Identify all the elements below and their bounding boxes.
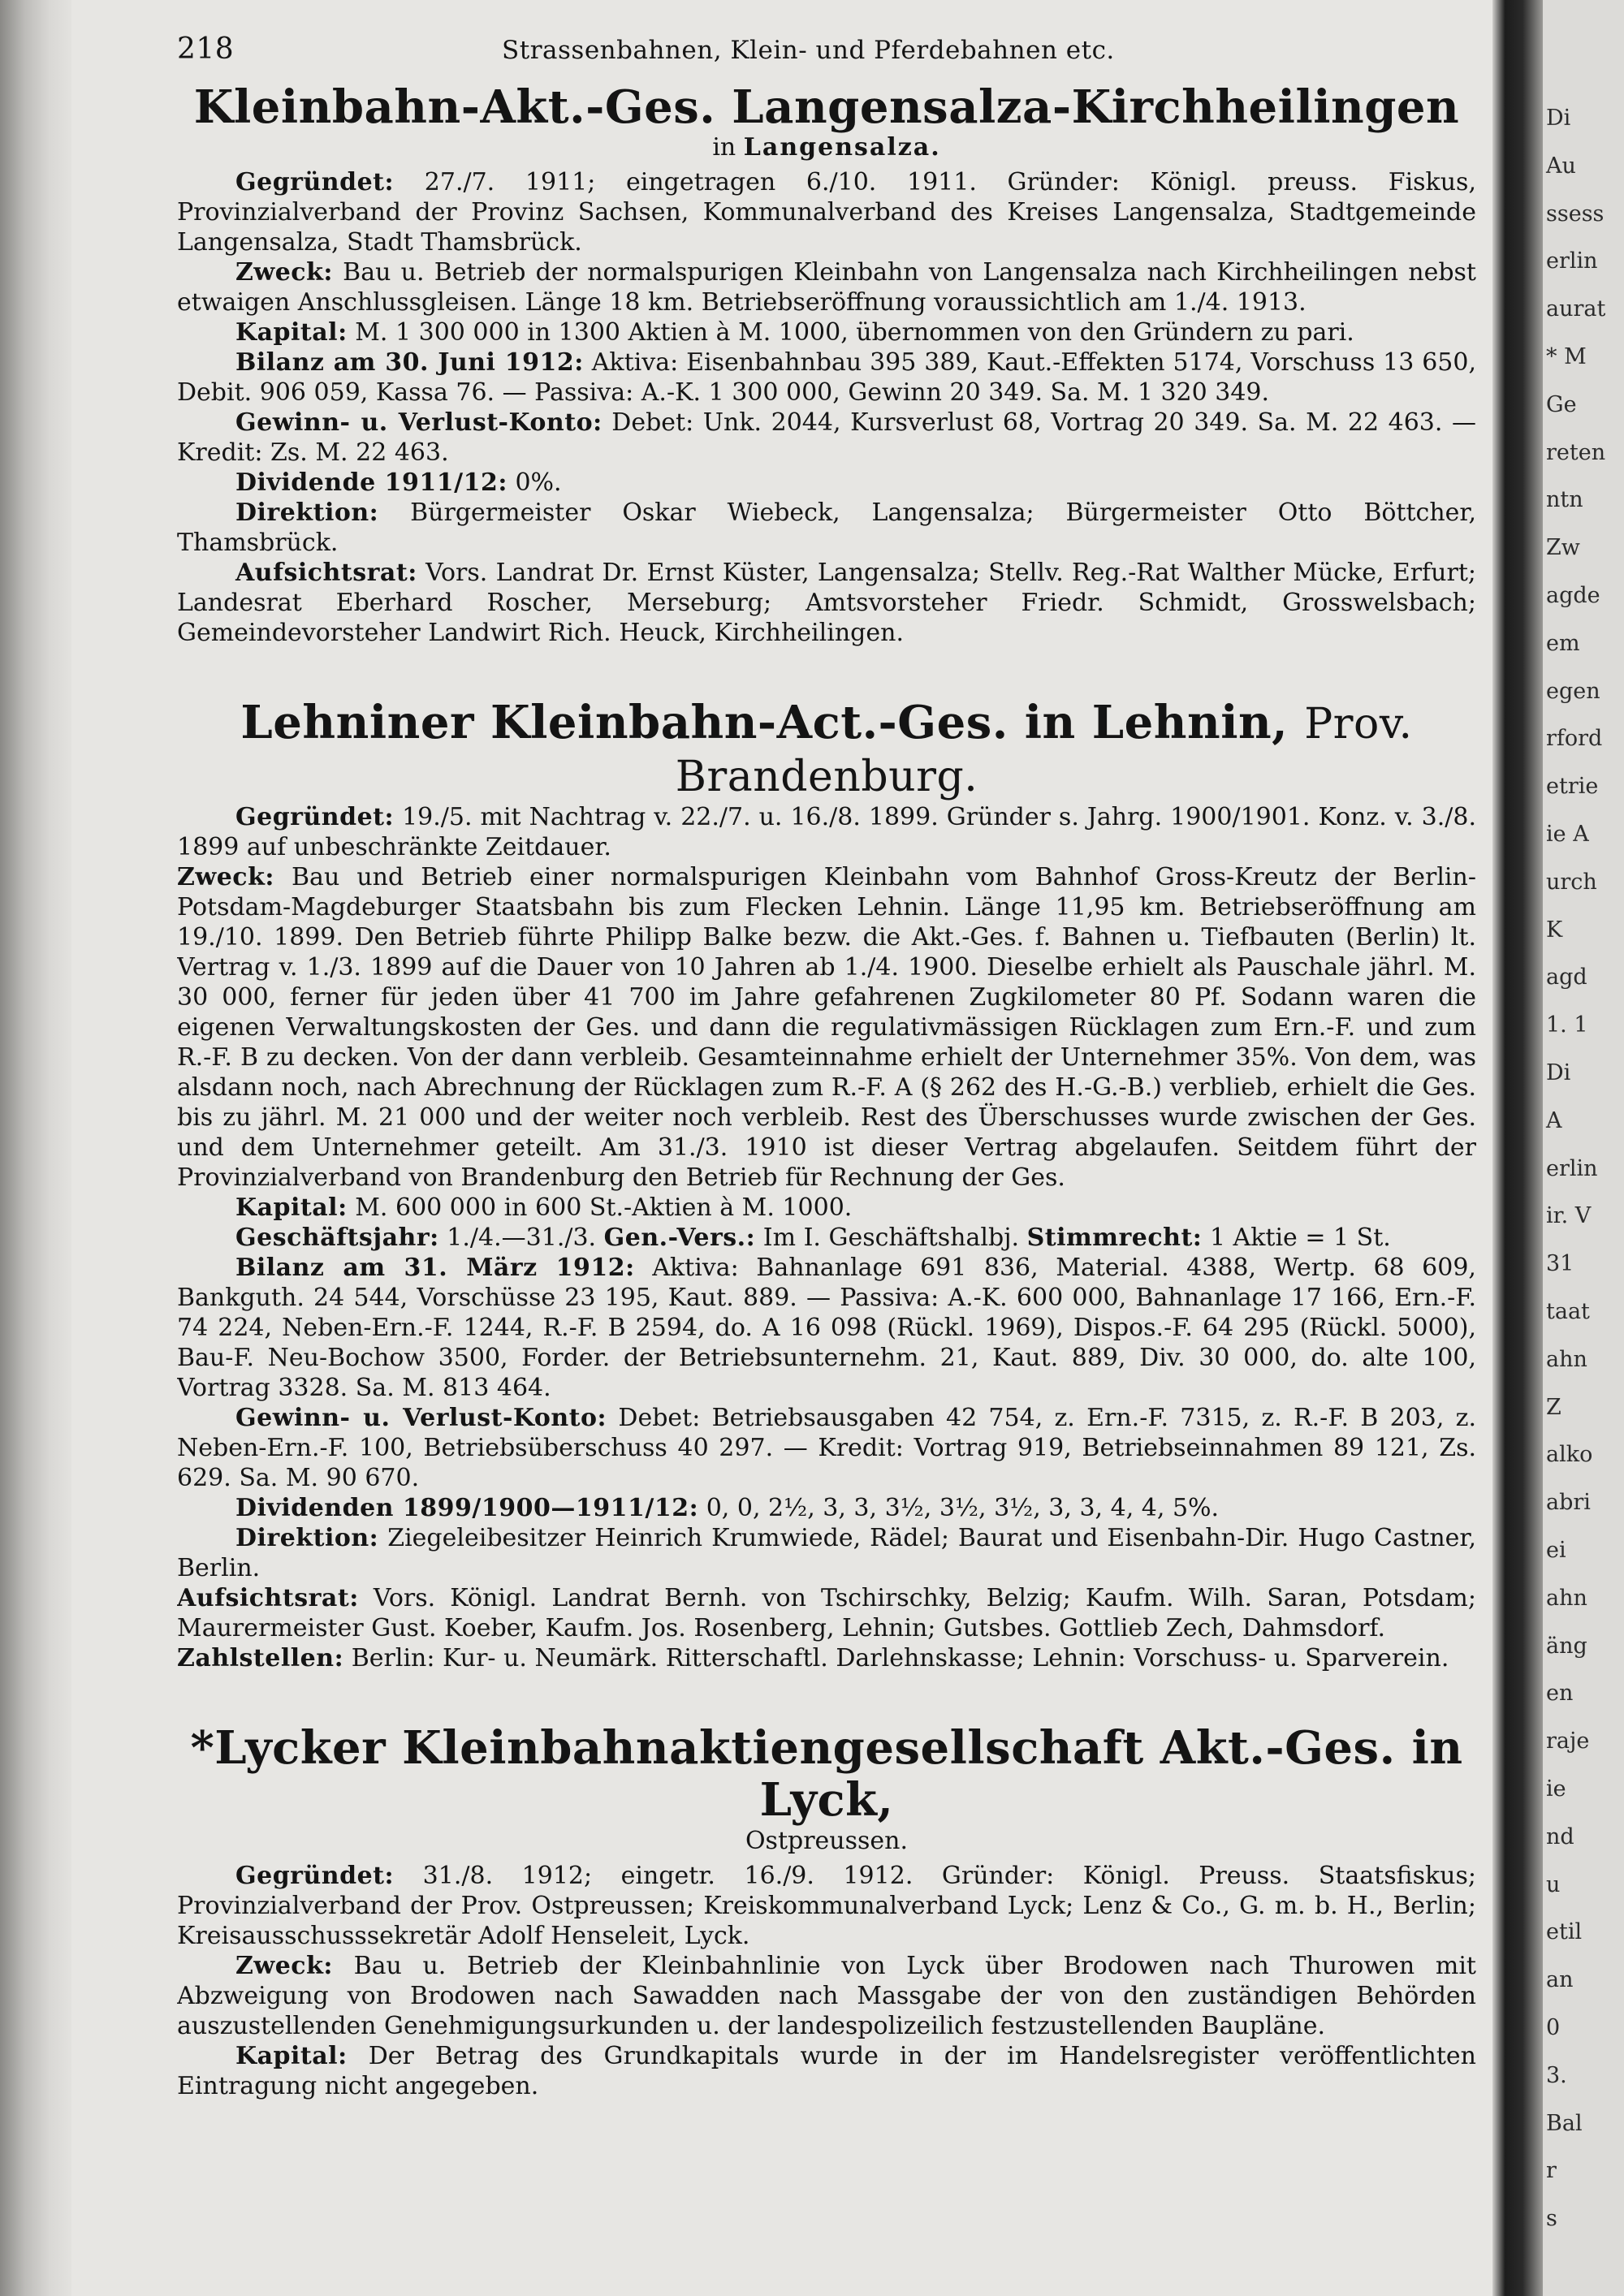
- adjacent-page-fragment: agd: [1546, 965, 1587, 990]
- adjacent-page-fragment: ahn: [1546, 1586, 1587, 1611]
- entry-lehniner-kleinbahn: [177, 697, 1476, 1673]
- adjacent-page-fragment: Zw: [1546, 535, 1580, 560]
- adjacent-page-fragment: ssess: [1546, 201, 1605, 227]
- adjacent-page-fragment: Au: [1546, 153, 1576, 179]
- adjacent-page-fragment: * M: [1546, 344, 1587, 369]
- entry-title: Kleinbahn-Akt.-Ges. Langensalza-Kirchheilingen: [193, 80, 1460, 134]
- adjacent-page-fragment: Di: [1546, 106, 1571, 131]
- adjacent-page-fragment: agde: [1546, 583, 1600, 608]
- adjacent-page-fragment: u: [1546, 1872, 1561, 1897]
- adjacent-page-fragment: r: [1546, 2158, 1557, 2183]
- adjacent-page-fragment: alko: [1546, 1442, 1593, 1467]
- adjacent-page-fragment: ie: [1546, 1776, 1566, 1802]
- section-dividende: Dividende 1911/12: 0%.: [235, 468, 562, 498]
- adjacent-page-fragment: Ge: [1546, 392, 1577, 417]
- entry-location: Ostpreussen.: [745, 1826, 909, 1855]
- adjacent-page-fragment: rford: [1546, 726, 1603, 751]
- adjacent-page-fragment: ei: [1546, 1538, 1566, 1563]
- section-direktion: Direktion: Bürgermeister Oskar Wiebeck, Langensalza; Bürgermeister Otto Böttcher, Thamsbrück.: [177, 498, 1476, 558]
- adjacent-page-fragment: A: [1546, 1108, 1562, 1133]
- adjacent-page-fragment: an: [1546, 1967, 1574, 1992]
- section-zweck: Zweck: Bau u. Betrieb der normalspurigen Kleinbahn von Langensalza nach Kirchheilingen nebst etwaigen Anschlussgleisen. Länge 18 km. Betriebseröffnung voraussichtlich am 1./4. 1913.: [177, 258, 1476, 317]
- section-aufsichtsrat: Aufsichtsrat: Vors. Landrat Dr. Ernst Küster, Langensalza; Stellv. Reg.-Rat Walther Mücke, Erfurt; Landesrat Eberhard Roscher, Merseburg; Amtsvorsteher Friedr. Schmidt, Grosswelsbach; Gemeindevorsteher Landwirt Rich. Heuck, Kirchheilingen.: [177, 559, 1476, 648]
- entry-title: Lehniner Kleinbahn-Act.-Ges. in Lehnin, Prov. Brandenburg.: [240, 696, 1413, 802]
- entry-location: [177, 133, 1476, 162]
- adjacent-page-fragment: 31: [1546, 1251, 1574, 1276]
- section-kapital: Kapital: Der Betrag des Grundkapitals wurde in der im Handelsregister veröffentlichten Eintragung nicht angegeben.: [177, 2041, 1476, 2100]
- section-bilanz: Bilanz am 30. Juni 1912: Aktiva: Eisenbahnbau 395 389, Kaut.-Effekten 5174, Vorschuss 13 650, Debit. 906 059, Kassa 76. — Passiva: A.-K. 1 300 000, Gewinn 20 349. Sa. M. 1 320 349.: [177, 348, 1476, 408]
- adjacent-page-fragment: aurat: [1546, 296, 1606, 322]
- section-bilanz: Bilanz am 31. März 1912: Aktiva: Bahnanlage 691 836, Material. 4388, Wertp. 68 609, Bankguth. 24 544, Vorschüsse 23 195, Kaut. 889. — Passiva: A.-K. 600 000, Bahnanlage 17 166, Ern.-F. 74 224, Neben-Ern.-F. 1244, R.-F. B 2594, do. A 16 098 (Rückl. 1969), Dispos.-F. 64 295 (Rückl. 5000), Bau-F. Neu-Bochow 3500, Forder. der Betriebsunternehm. 21, Kaut. 889, Div. 30 000, do. alte 100, Vortrag 3328. Sa. M. 813 464.: [177, 1253, 1476, 1402]
- page-number: 218: [177, 32, 235, 66]
- section-dividenden: Dividenden 1899/1900—1911/12: 0, 0, 2½, 3, 3, 3½, 3½, 3½, 3, 3, 4, 4, 5%.: [235, 1493, 1220, 1522]
- adjacent-page-fragment: 3.: [1546, 2063, 1567, 2088]
- adjacent-page-fragment: Di: [1546, 1060, 1571, 1085]
- entry-title-suffix: Prov. Brandenburg.: [675, 700, 1413, 802]
- section-gegruendet: Gegründet: 19./5. mit Nachtrag v. 22./7. u. 16./8. 1899. Gründer s. Jahrg. 1900/1901. Konz. v. 3./8. 1899 auf unbeschränkte Zeitdauer.: [177, 802, 1476, 861]
- section-zweck: Zweck: Bau u. Betrieb der Kleinbahnlinie von Lyck über Brodowen nach Thurowen mit Abzweigung von Brodowen nach Sawadden nach Massgabe der von den zuständigen Behörden auszustellenden Genehmigungsurkunden u. der landespolizeilich festzustellenden Baupläne.: [177, 1951, 1476, 2040]
- section-aufsichtsrat: Aufsichtsrat: Vors. Königl. Landrat Bernh. von Tschirschky, Belzig; Kaufm. Wilh. Saran, Potsdam; Maurermeister Gust. Koeber, Kaufm. Jos. Rosenberg, Lehnin; Gutsbes. Gottlieb Zech, Dahmsdorf.: [177, 1583, 1476, 1642]
- adjacent-page-fragment: K: [1546, 917, 1563, 943]
- adjacent-page-fragment: etil: [1546, 1919, 1583, 1944]
- adjacent-page-fragment: nd: [1546, 1824, 1574, 1849]
- page-gutter-shadow: [1492, 0, 1543, 2296]
- adjacent-page-fragment: taat: [1546, 1299, 1590, 1324]
- location-name: Langensalza.: [743, 133, 941, 162]
- adjacent-page-fragment: raje: [1546, 1728, 1590, 1754]
- entry-separator: [177, 1673, 1476, 1722]
- adjacent-page-fragment: erlin: [1546, 1156, 1598, 1181]
- section-zahlstellen: Zahlstellen: Berlin: Kur- u. Neumärk. Ritterschaftl. Darlehnskasse; Lehnin: Vorschuss- u. Sparverein.: [177, 1643, 1449, 1672]
- section-zweck: Zweck: Bau und Betrieb einer normalspurigen Kleinbahn vom Bahnhof Gross-Kreutz der Berlin-Potsdam-Magdeburger Staatsbahn bis zum Flecken Lehnin. Länge 11,95 km. Betriebseröffnung am 19./10. 1899. Den Betrieb führte Philipp Balke bezw. die Akt.-Ges. f. Bahnen u. Tiefbauten (Berlin) lt. Vertrag v. 1./3. 1899 auf die Dauer von 10 Jahren ab 1./4. 1900. Dieselbe erhielt als Pauschale jährl. M. 30 000, ferner für jeden über 41 700 im Jahre gefahrenen Zugkilometer 80 Pf. Sodann waren die eigenen Verwaltungskosten der Ges. und dann die regulativmässigen Rücklagen zum Ern.-F. und zum R.-F. B zu decken. Von der dann verbleib. Gesamteinnahme erhielt der Unternehmer 35%. Von dem, was alsdann noch, nach Abrechnung der Rücklagen zum R.-F. A (§ 262 des H.-G.-B.) verblieb, erhielt die Ges. bis zu jährl. M. 21 000 und der weiter noch verbleib. Rest des Überschusses wurde zwischen der Ges. und dem Unternehmer geteilt. Am 31./3. 1910 ist dieser Vertrag abgelaufen. Seitdem führt der Provinzialverband von Brandenburg den Betrieb für Rechnung der Ges.: [177, 862, 1476, 1192]
- adjacent-page-fragment: Z: [1546, 1395, 1561, 1420]
- section-direktion: Direktion: Ziegeleibesitzer Heinrich Krumwiede, Rädel; Baurat und Eisenbahn-Dir. Hugo Castner, Berlin.: [177, 1523, 1476, 1582]
- adjacent-page-fragment: abri: [1546, 1490, 1591, 1515]
- adjacent-page-fragment: Bal: [1546, 2111, 1583, 2136]
- section-gewinn-verlust: Gewinn- u. Verlust-Konto: Debet: Betriebsausgaben 42 754, z. Ern.-F. 7315, z. R.-F. B 203, z. Neben-Ern.-F. 100, Betriebsüberschuss 40 297. — Kredit: Vortrag 919, Betriebseinnahmen 89 121, Zs. 629. Sa. M. 90 670.: [177, 1403, 1476, 1492]
- running-head-text: Strassenbahnen, Klein- und Pferdebahnen etc.: [502, 36, 1115, 65]
- section-kapital: Kapital: M. 600 000 in 600 St.-Aktien à M. 1000.: [235, 1193, 853, 1222]
- section-gewinn-verlust: Gewinn- u. Verlust-Konto: Debet: Unk. 2044, Kursverlust 68, Vortrag 20 349. Sa. M. 22 463. — Kredit: Zs. M. 22 463.: [177, 408, 1476, 468]
- adjacent-page-fragment: en: [1546, 1681, 1574, 1706]
- adjacent-page-fragment: äng: [1546, 1634, 1587, 1659]
- adjacent-page-fragment: 1. 1: [1546, 1012, 1588, 1038]
- entry-lycker-kleinbahn: [177, 1722, 1476, 2101]
- adjacent-page-fragment: s: [1546, 2206, 1557, 2231]
- location-prefix: in: [712, 133, 736, 162]
- adjacent-page-fragment: etrie: [1546, 774, 1599, 799]
- adjacent-page-fragment: 0: [1546, 2015, 1561, 2040]
- running-head: [177, 32, 1476, 81]
- book-binding-shadow: [0, 0, 71, 2296]
- adjacent-page-fragment: urch: [1546, 870, 1597, 895]
- page-content: [177, 32, 1476, 2273]
- adjacent-page-fragment: ie A: [1546, 822, 1589, 847]
- section-kapital: Kapital: M. 1 300 000 in 1300 Aktien à M. 1000, übernommen von den Gründern zu pari.: [235, 318, 1354, 347]
- adjacent-page-fragment: ntn: [1546, 487, 1583, 512]
- section-geschaeftsjahr: Geschäftsjahr: 1./4.—31./3. Gen.-Vers.: Im I. Geschäftshalbj. Stimmrecht: 1 Aktie = 1 St.: [235, 1223, 1391, 1252]
- adjacent-page-fragment: em: [1546, 631, 1580, 656]
- adjacent-page-fragment: ir. V: [1546, 1203, 1592, 1228]
- entry-separator: [177, 648, 1476, 697]
- section-gegruendet: Gegründet: 31./8. 1912; eingetr. 16./9. 1912. Gründer: Königl. Preuss. Staatsfiskus; Provinzialverband der Prov. Ostpreussen; Kreiskommunalverband Lyck; Lenz & Co., G. m. b. H., Berlin; Kreisausschusssekretär Adolf Henseleit, Lyck.: [177, 1861, 1476, 1950]
- adjacent-page-fragment: egen: [1546, 679, 1600, 704]
- adjacent-page-fragment: ahn: [1546, 1347, 1587, 1372]
- section-gegruendet: Gegründet: 27./7. 1911; eingetragen 6./10. 1911. Gründer: Königl. preuss. Fiskus, Provinzialverband der Provinz Sachsen, Kommunalverband des Kreises Langensalza, Stadtgemeinde Langensalza, Stadt Thamsbrück.: [177, 168, 1476, 257]
- adjacent-page-edge: [1543, 0, 1624, 2296]
- adjacent-page-fragment: reten: [1546, 440, 1606, 465]
- adjacent-page-fragment: erlin: [1546, 248, 1598, 274]
- entry-title: *Lycker Kleinbahnaktiengesellschaft Akt.-Ges. in Lyck,: [190, 1720, 1463, 1828]
- entry-kleinbahn-langensalza: [177, 81, 1476, 648]
